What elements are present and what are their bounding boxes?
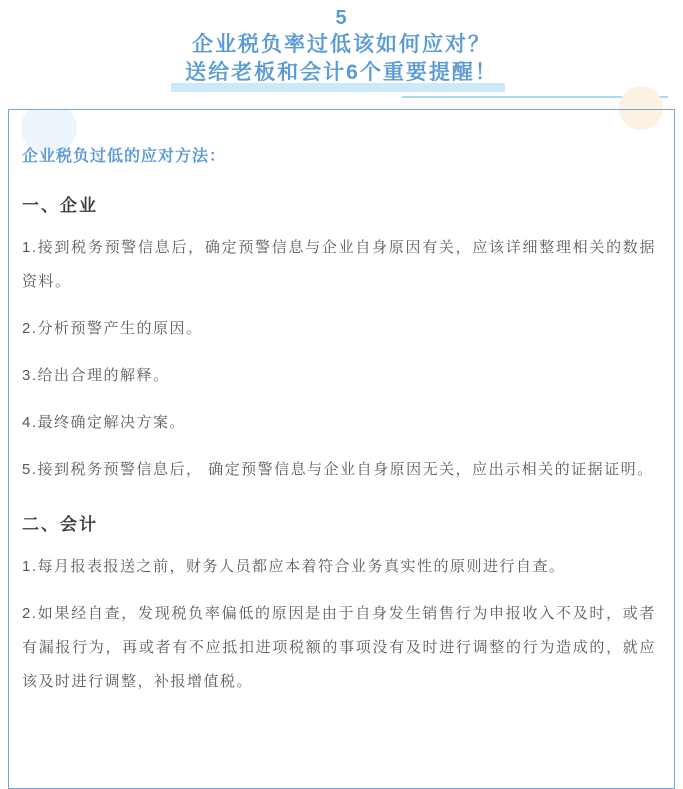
paragraph: 5.接到税务预警信息后， 确定预警信息与企业自身原因无关，应出示相关的证据证明。 bbox=[22, 461, 654, 478]
content-card bbox=[8, 109, 675, 789]
paragraph: 3.给出合理的解释。 bbox=[22, 367, 170, 384]
card-content bbox=[9, 110, 674, 699]
title-line-2: 送给老板和会计6个重要提醒！ bbox=[185, 61, 498, 84]
paragraph: 2.分析预警产生的原因。 bbox=[22, 320, 203, 337]
section-heading-accountant: 二、会计 bbox=[22, 515, 98, 534]
paragraph: 1.接到税务预警信息后，确定预警信息与企业自身原因有关，应该详细整理相关的数据资料。 bbox=[22, 239, 656, 290]
section-heading-company: 一、企业 bbox=[22, 196, 98, 215]
article-header bbox=[0, 0, 683, 89]
card-heading: 企业税负过低的应对方法： bbox=[22, 148, 227, 165]
page-number: 5 bbox=[335, 7, 348, 29]
paragraph: 2.如果经自查，发现税负率偏低的原因是由于自身发生销售行为申报收入不及时，或者有漏报行为，再或者有不应抵扣进项税额的事项没有及时进行调整的行为造成的，就应该及时进行调整，补报增值税。 bbox=[22, 605, 656, 690]
title-highlight-bar bbox=[171, 83, 505, 92]
paragraph: 4.最终确定解决方案。 bbox=[22, 414, 187, 431]
paragraph: 1.每月报表报送之前，财务人员都应本着符合业务真实性的原则进行自查。 bbox=[22, 558, 566, 575]
title-line-2-wrap bbox=[185, 59, 498, 89]
title-line-1: 企业税负率过低该如何应对？ bbox=[192, 33, 491, 56]
